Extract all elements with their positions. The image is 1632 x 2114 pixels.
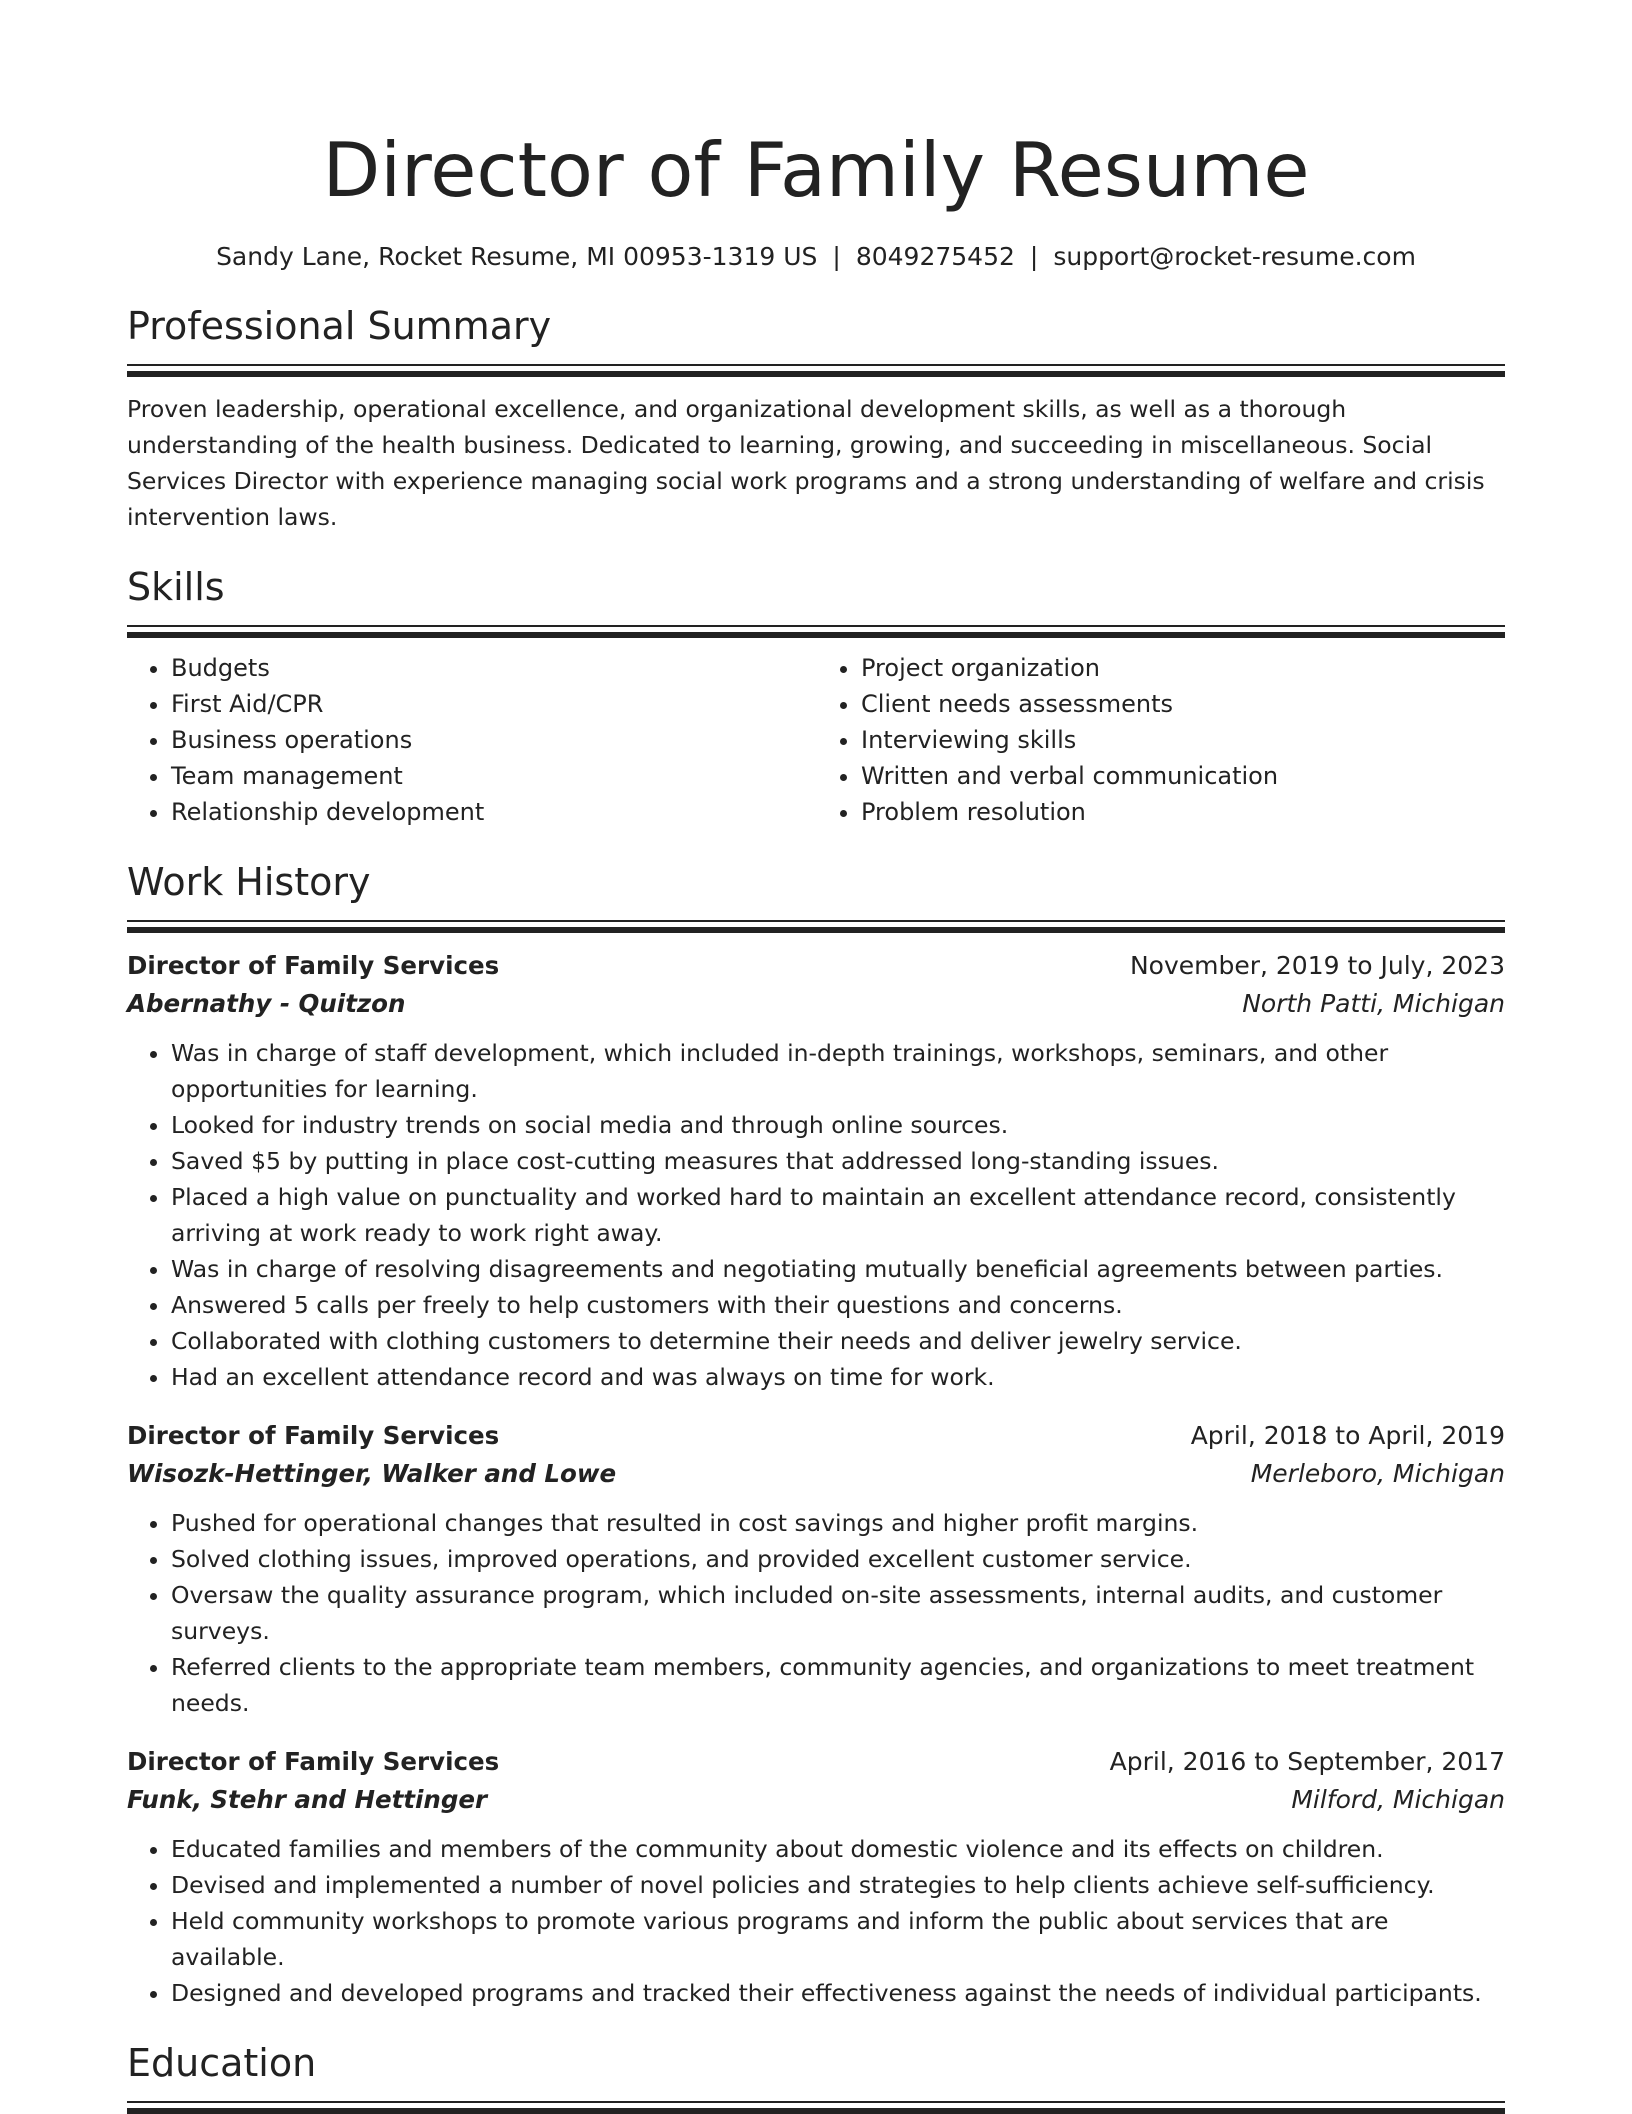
section-divider (127, 2101, 1505, 2114)
job-subheader-row (127, 1455, 1505, 1493)
job-company: Abernathy - Quitzon (127, 989, 406, 1018)
skill-item: • Budgets (171, 650, 815, 686)
job-dates: April, 2018 to April, 2019 (1190, 1421, 1505, 1450)
job-bullet: • Held community workshops to promote various programs and inform the public about services that are available. (171, 1903, 1505, 1975)
contact-email[interactable]: support@rocket-resume.com (1053, 242, 1416, 271)
skills-list (127, 650, 1505, 830)
job-entry (127, 1417, 1505, 1721)
contact-separator: | (1029, 242, 1039, 271)
skill-item: • First Aid/CPR (171, 686, 815, 722)
job-bullet: • Was in charge of resolving disagreements and negotiating mutually beneficial agreements between parties. (171, 1251, 1505, 1287)
job-subheader-row (127, 985, 1505, 1023)
job-title: Director of Family Services (127, 1421, 500, 1450)
job-bullet: • Solved clothing issues, improved operations, and provided excellent customer service. (171, 1541, 1505, 1577)
job-bullet: • Looked for industry trends on social media and through online sources. (171, 1107, 1505, 1143)
skills-column-left (127, 650, 815, 830)
job-entry (127, 1743, 1505, 2011)
skill-item: • Problem resolution (861, 794, 1505, 830)
section-divider (127, 364, 1505, 377)
summary-text: Proven leadership, operational excellence, and organizational development skills, as well as a thorough understanding of the health business. Dedicated to learning, growing, and succeeding in miscellaneous. Social Services Director with experience managing social work programs and a strong understanding of welfare and crisis intervention laws. (127, 395, 1485, 531)
job-bullets (127, 1831, 1505, 2011)
job-title: Director of Family Services (127, 951, 500, 980)
section-divider (127, 920, 1505, 933)
job-bullet: • Pushed for operational changes that resulted in cost savings and higher profit margins. (171, 1505, 1505, 1541)
section-heading-work-history: Work History (127, 860, 371, 904)
job-bullet: • Was in charge of staff development, which included in-depth trainings, workshops, seminars, and other opportunities for learning. (171, 1035, 1505, 1107)
job-bullet: • Designed and developed programs and tracked their effectiveness against the needs of individual participants. (171, 1975, 1505, 2011)
skills-section (127, 563, 1505, 830)
job-company: Funk, Stehr and Hettinger (127, 1785, 488, 1814)
contact-separator: | (832, 242, 841, 271)
job-bullet: • Referred clients to the appropriate team members, community agencies, and organizations to meet treatment needs. (171, 1649, 1505, 1721)
section-heading-skills: Skills (127, 565, 225, 609)
job-bullet: • Saved $5 by putting in place cost-cutting measures that addressed long-standing issues. (171, 1143, 1505, 1179)
skill-item: • Client needs assessments (861, 686, 1505, 722)
job-bullets (127, 1035, 1505, 1395)
job-dates: April, 2016 to September, 2017 (1109, 1747, 1505, 1776)
job-subheader-row (127, 1781, 1505, 1819)
contact-line (127, 240, 1505, 274)
skill-item: • Relationship development (171, 794, 815, 830)
skill-item: • Written and verbal communication (861, 758, 1505, 794)
job-bullet: • Devised and implemented a number of novel policies and strategies to help clients achieve self-sufficiency. (171, 1867, 1505, 1903)
job-bullets (127, 1505, 1505, 1721)
job-title: Director of Family Services (127, 1747, 500, 1776)
skills-column-right (815, 650, 1505, 830)
section-heading-education: Education (127, 2041, 317, 2085)
section-divider (127, 625, 1505, 638)
job-location: North Patti, Michigan (1242, 989, 1505, 1018)
skill-item: • Team management (171, 758, 815, 794)
job-bullet: • Placed a high value on punctuality and worked hard to maintain an excellent attendance record, consistently arriving at work ready to work right away. (171, 1179, 1505, 1251)
document-title: Director of Family Resume (322, 126, 1310, 214)
job-location: Merleboro, Michigan (1250, 1459, 1505, 1488)
job-location: Milford, Michigan (1291, 1785, 1505, 1814)
job-bullet: • Collaborated with clothing customers to determine their needs and deliver jewelry service. (171, 1323, 1505, 1359)
work-history-section (127, 858, 1505, 2011)
job-bullet: • Educated families and members of the community about domestic violence and its effects on children. (171, 1831, 1505, 1867)
skill-item: • Project organization (861, 650, 1505, 686)
section-heading-summary: Professional Summary (127, 304, 552, 348)
job-bullet: • Answered 5 calls per freely to help customers with their questions and concerns. (171, 1287, 1505, 1323)
job-header-row (127, 947, 1505, 985)
skill-item: • Interviewing skills (861, 722, 1505, 758)
skill-item: • Business operations (171, 722, 815, 758)
job-bullet: • Had an excellent attendance record and was always on time for work. (171, 1359, 1505, 1395)
professional-summary-section (127, 302, 1505, 535)
job-company: Wisozk-Hettinger, Walker and Lowe (127, 1459, 617, 1488)
job-dates: November, 2019 to July, 2023 (1129, 951, 1505, 980)
contact-phone: 8049275452 (855, 242, 1015, 271)
job-bullet: • Oversaw the quality assurance program, which included on-site assessments, internal audits, and customer surveys. (171, 1577, 1505, 1649)
job-header-row (127, 1417, 1505, 1455)
job-header-row (127, 1743, 1505, 1781)
education-section (127, 2039, 1505, 2114)
contact-address: Sandy Lane, Rocket Resume, MI 00953-1319 US (216, 242, 818, 271)
job-entry (127, 947, 1505, 1395)
